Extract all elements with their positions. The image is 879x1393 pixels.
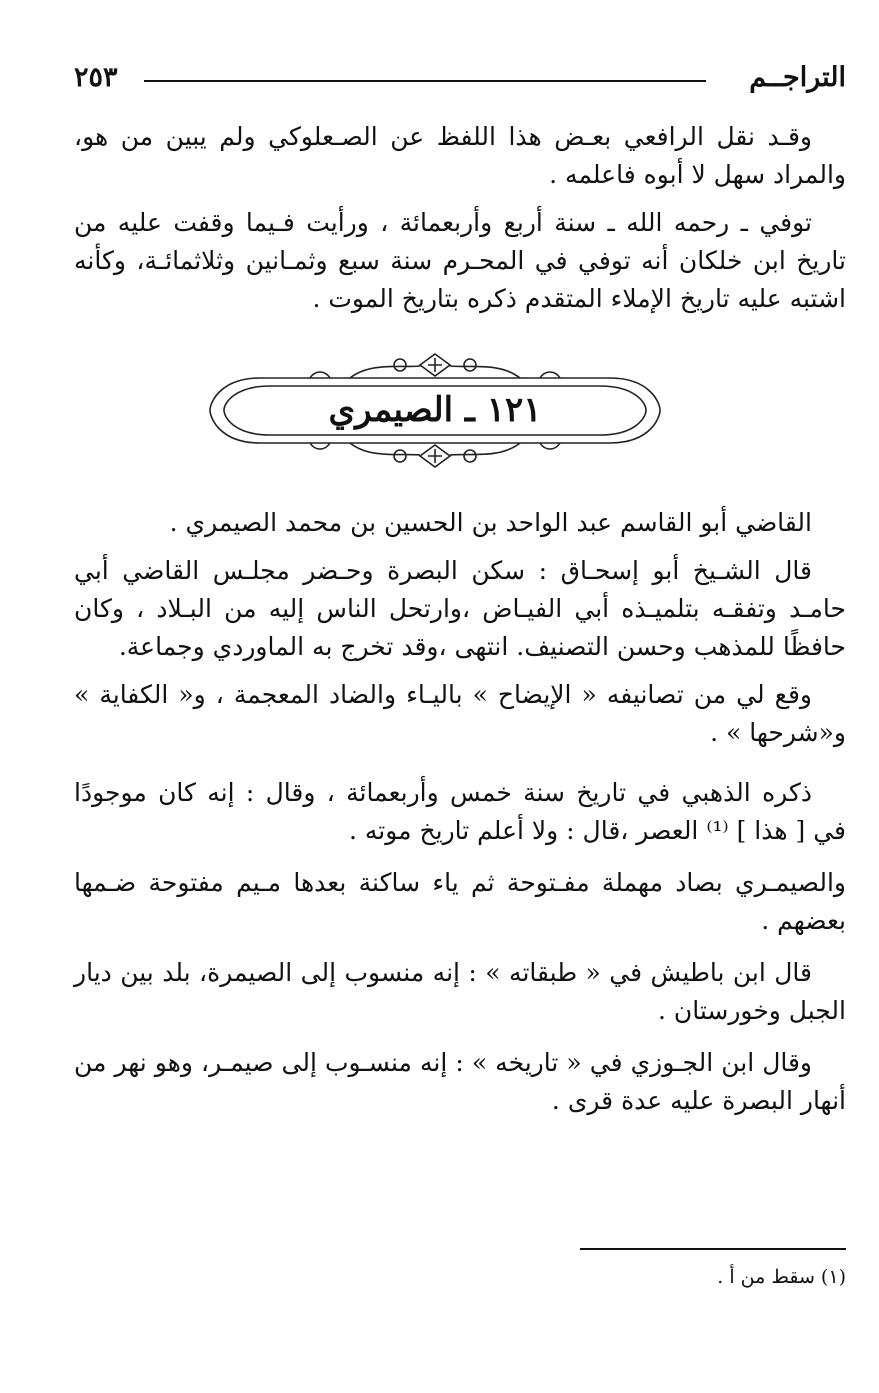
intro-text xyxy=(74,118,846,318)
paragraph: القاضي أبو القاسم عبد الواحد بن الحسين بن محمد الصيمري . xyxy=(169,508,812,537)
page-number: ٢٥٣ xyxy=(74,62,118,93)
paragraph: وقع لي من تصانيفه « الإيضاح » باليـاء والضاد المعجمة ، و« الكفاية » و«شرحها » . xyxy=(74,680,846,747)
entry-body xyxy=(74,504,846,1120)
header-rule xyxy=(144,80,706,82)
paragraph: قال ابن باطيش في « طبقاته » : إنه منسوب إلى الصيمرة، بلد بين ديار الجبل وخورستان . xyxy=(74,958,846,1025)
footnote: (١) سقط من أ . xyxy=(717,1266,846,1288)
paragraph: قال الشـيخ أبو إسحـاق : سكن البصرة وحـضر مجلـس القاضي أبي حامـد وتفقـه بتلميـذه أبي الفيـاض ،وارتحل الناس إليه من البـلاد ، وكان حافظًا للمذهب وحسن التصنيف. انتهى ،وقد تخرج به الماوردي وجماعة. xyxy=(74,556,846,661)
paragraph: وقـد نقل الرافعي بعـض هذا اللفظ عن الصـعلوكي ولم يبين من هو، والمراد سهل لا أبوه فاعلمه . xyxy=(74,122,846,189)
paragraph: والصيمـري بصاد مهملة مفـتوحة ثم ياء ساكنة بعدها مـيم مفتوحة ضـمها بعضهم . xyxy=(74,868,846,935)
paragraph: توفي ـ رحمه الله ـ سنة أربع وأربعمائة ، ورأيت فـيما وقفت عليه من تاريخ ابن خلكان أنه توفي في المحـرم سنة سبع وثمـانين وثلاثمائـة، وكأنه اشتبه عليه تاريخ الإملاء المتقدم ذكره بتاريخ الموت . xyxy=(74,208,846,313)
paragraph: وقال ابن الجـوزي في « تاريخه » : إنه منسـوب إلى صيمـر، وهو نهر من أنهار البصرة عليه عدة قرى . xyxy=(74,1048,846,1115)
footnote-rule xyxy=(580,1248,846,1250)
header-title: التراجــم xyxy=(749,62,846,93)
paragraph: ذكره الذهبي في تاريخ سنة خمس وأربعمائة ، وقال : إنه كان موجودًا في [ هذا ] ⁽¹⁾ العصر ،قال : ولا أعلم تاريخ موته . xyxy=(74,778,846,845)
entry-title-frame xyxy=(200,348,670,473)
running-header xyxy=(74,58,846,98)
entry-title: ١٢١ ـ الصيمري xyxy=(328,390,542,430)
